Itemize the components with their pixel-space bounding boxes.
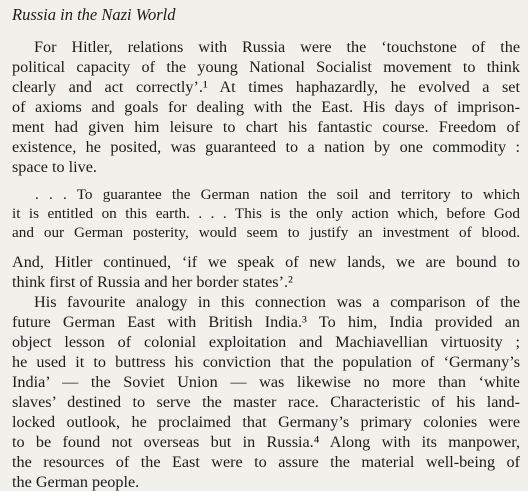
text-line: locked outlook, he proclaimed that Germany’s primary colonies were xyxy=(12,413,520,431)
text-line: future German East with British India.³ To him, India provided an xyxy=(12,313,520,331)
text-line: ment had given him leisure to chart his fantastic course. Freedom of xyxy=(12,118,520,136)
text-line: of axioms and goals for dealing with the East. His days of imprison- xyxy=(12,98,520,116)
text-line: For Hitler, relations with Russia were the ‘touchstone of the xyxy=(34,38,520,56)
text-line: existence, he posited, was guaranteed to a nation by one commodity : xyxy=(12,138,520,156)
block-quote-line: . . . To guarantee the German nation the soil and territory to which xyxy=(35,186,520,203)
text-line: clearly and act correctly’.¹ At times haphazardly, he evolved a set xyxy=(12,78,520,96)
text-line: he used it to buttress his conviction that the population of ‘Germany’s xyxy=(12,353,520,371)
text-line: the German people. xyxy=(12,473,140,491)
text-line: space to live. xyxy=(12,158,97,176)
text-line: His favourite analogy in this connection was a comparison of the xyxy=(34,293,520,311)
text-line: India’ — the Soviet Union — was likewise no more than ‘white xyxy=(12,373,520,391)
block-quote-line: it is entitled on this earth. . . . This is the only action which, before God xyxy=(12,205,520,222)
text-line: slaves’ destined to serve the master race. Characteristic of his land- xyxy=(12,393,520,411)
running-head: Russia in the Nazi World xyxy=(12,5,176,24)
text-line: the resources of the East were to assure the material well-being of xyxy=(12,453,520,471)
text-line: political capacity of the young National Socialist movement to think xyxy=(12,58,520,76)
text-line: to be found not overseas but in Russia.⁴ Along with its manpower, xyxy=(12,433,520,451)
text-line: And, Hitler continued, ‘if we speak of new lands, we are bound to xyxy=(12,253,520,271)
block-quote-line: and our German posterity, would seem to justify an investment of blood. xyxy=(12,224,520,241)
text-line: think first of Russia and her border states’.² xyxy=(12,273,293,291)
text-line: object lesson of colonial exploitation and Machiavellian virtuosity ; xyxy=(12,333,520,351)
